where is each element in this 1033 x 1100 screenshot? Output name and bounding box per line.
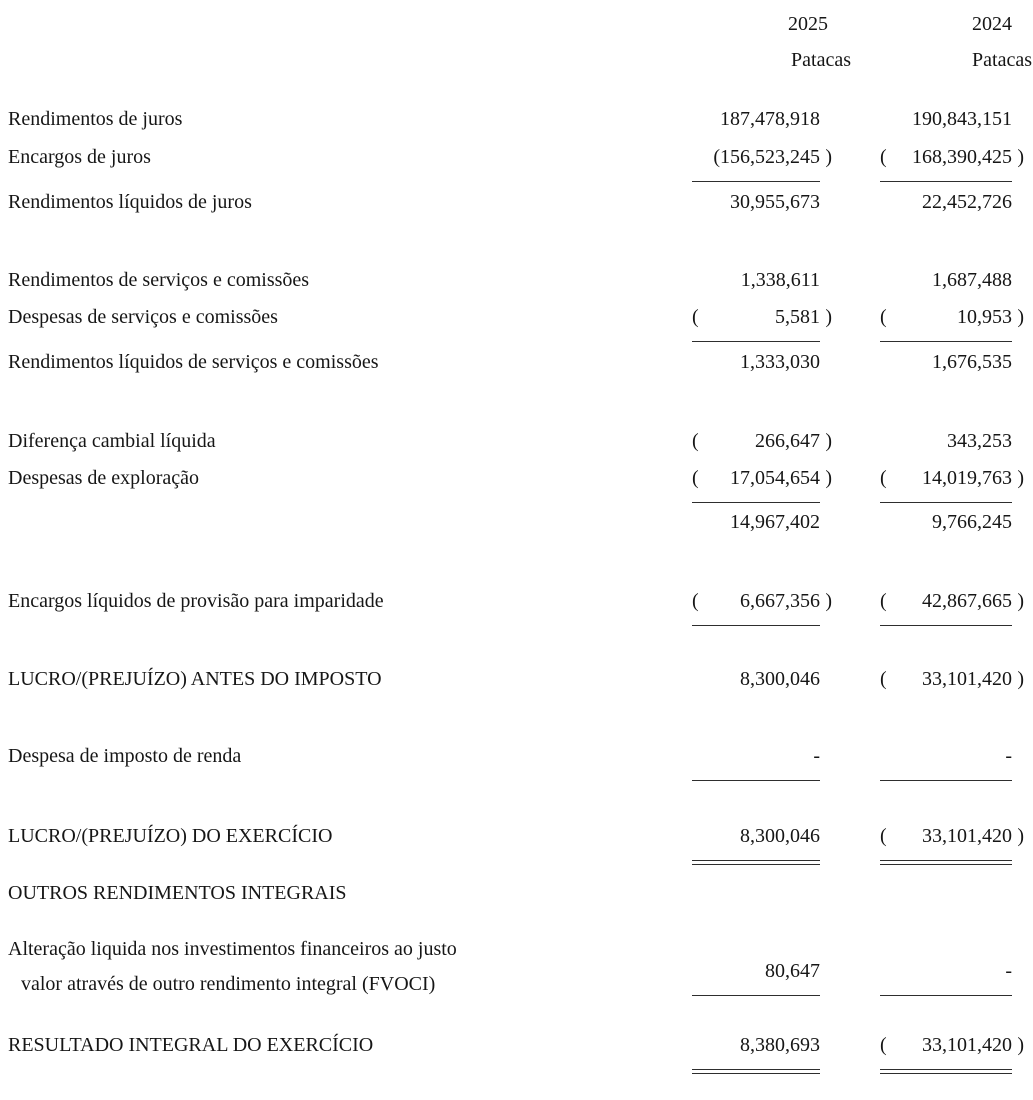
value-2024 bbox=[880, 959, 1012, 996]
amount: 8,300,046 bbox=[740, 668, 820, 690]
close-paren: ) bbox=[1017, 1034, 1024, 1056]
value-2025 bbox=[692, 190, 820, 214]
row-label: Rendimentos líquidos de serviços e comissões bbox=[8, 351, 379, 373]
close-paren: ) bbox=[825, 430, 832, 452]
open-paren: ( bbox=[880, 825, 887, 847]
value-2024 bbox=[880, 744, 1012, 781]
year-2024-label: 2024 bbox=[972, 13, 1012, 35]
amount: - bbox=[1005, 960, 1012, 982]
table-row bbox=[8, 145, 1024, 182]
close-paren: ) bbox=[1017, 668, 1024, 690]
open-paren: ( bbox=[880, 1034, 887, 1056]
value-2024 bbox=[880, 429, 1012, 453]
row-label: Despesas de exploração bbox=[8, 467, 200, 489]
table-row bbox=[8, 466, 1024, 503]
table-row bbox=[8, 937, 1012, 996]
open-paren: ( bbox=[880, 306, 887, 328]
open-paren: ( bbox=[692, 590, 699, 612]
currency-2025-label: Patacas bbox=[791, 49, 851, 71]
open-paren: ( bbox=[692, 430, 699, 452]
amount: 1,333,030 bbox=[740, 351, 820, 373]
amount: 22,452,726 bbox=[922, 191, 1012, 213]
close-paren: ) bbox=[825, 306, 832, 328]
value-2025 bbox=[692, 466, 832, 503]
currency-2024-label: Patacas bbox=[972, 49, 1032, 71]
amount: - bbox=[1005, 745, 1012, 767]
value-2025 bbox=[692, 744, 820, 781]
table-row bbox=[8, 667, 1024, 691]
amount: 9,766,245 bbox=[932, 511, 1012, 533]
table-row bbox=[8, 429, 1012, 453]
table-row bbox=[8, 1033, 1024, 1070]
value-2024 bbox=[880, 589, 1024, 626]
table-row bbox=[8, 744, 1012, 781]
close-paren: ) bbox=[1017, 146, 1024, 168]
value-2024 bbox=[880, 466, 1024, 503]
row-label: LUCRO/(PREJUÍZO) ANTES DO IMPOSTO bbox=[8, 668, 382, 690]
header-spacer bbox=[8, 65, 692, 66]
open-paren: ( bbox=[880, 668, 887, 690]
amount: 42,867,665 bbox=[922, 590, 1012, 612]
row-label: Despesa de imposto de renda bbox=[8, 745, 242, 767]
row-label: Encargos líquidos de provisão para imparidade bbox=[8, 590, 384, 612]
row-label: RESULTADO INTEGRAL DO EXERCÍCIO bbox=[8, 1034, 374, 1056]
column-header-currency-2024 bbox=[880, 48, 1032, 72]
row-label: OUTROS RENDIMENTOS INTEGRAIS bbox=[8, 882, 347, 904]
row-label: Diferença cambial líquida bbox=[8, 430, 216, 452]
value-2024 bbox=[880, 824, 1024, 861]
row-label: Despesas de serviços e comissões bbox=[8, 306, 278, 328]
amount: 1,687,488 bbox=[932, 269, 1012, 291]
value-2024 bbox=[880, 107, 1012, 131]
header-years-row bbox=[8, 12, 1012, 36]
close-paren: ) bbox=[825, 467, 832, 489]
value-2025 bbox=[692, 429, 832, 453]
header-spacer bbox=[8, 29, 692, 30]
open-paren: ( bbox=[692, 467, 699, 489]
value-2024 bbox=[880, 510, 1012, 534]
row-label-line2: valor através de outro rendimento integral (FVOCI) bbox=[21, 973, 436, 995]
value-2024 bbox=[880, 350, 1012, 374]
close-paren: ) bbox=[825, 146, 832, 168]
value-2024 bbox=[880, 1033, 1024, 1070]
close-paren: ) bbox=[825, 590, 832, 612]
amount: 10,953 bbox=[957, 306, 1012, 328]
open-paren: ( bbox=[880, 146, 887, 168]
amount: 1,338,611 bbox=[740, 269, 820, 291]
table-row bbox=[8, 881, 1012, 905]
close-paren: ) bbox=[1017, 825, 1024, 847]
amount: - bbox=[813, 745, 820, 767]
value-2025 bbox=[692, 667, 820, 691]
amount: 266,647 bbox=[755, 430, 820, 452]
value-2025 bbox=[692, 589, 832, 626]
amount: 8,380,693 bbox=[740, 1034, 820, 1056]
amount: 1,676,535 bbox=[932, 351, 1012, 373]
value-2025 bbox=[692, 824, 820, 861]
table-row bbox=[8, 824, 1024, 861]
table-row bbox=[8, 107, 1012, 131]
amount: 33,101,420 bbox=[922, 1034, 1012, 1056]
amount: 14,019,763 bbox=[922, 467, 1012, 489]
value-2025 bbox=[692, 350, 820, 374]
value-2025 bbox=[692, 510, 820, 534]
year-2025-label: 2025 bbox=[788, 13, 828, 35]
amount: 17,054,654 bbox=[730, 467, 820, 489]
amount: 5,581 bbox=[775, 306, 820, 328]
amount: (156,523,245 bbox=[713, 146, 820, 168]
column-header-year-2024 bbox=[880, 12, 1012, 36]
open-paren: ( bbox=[880, 467, 887, 489]
statement-rows bbox=[8, 107, 1024, 1070]
amount: 30,955,673 bbox=[730, 191, 820, 213]
row-label-line1: Alteração liquida nos investimentos financeiros ao justo bbox=[8, 938, 457, 960]
amount: 80,647 bbox=[765, 960, 820, 982]
row-label: LUCRO/(PREJUÍZO) DO EXERCÍCIO bbox=[8, 825, 333, 847]
table-row bbox=[8, 268, 1012, 292]
value-2025 bbox=[692, 145, 832, 182]
close-paren: ) bbox=[1017, 590, 1024, 612]
amount: 187,478,918 bbox=[720, 108, 820, 130]
value-2024 bbox=[880, 667, 1024, 691]
value-2025 bbox=[692, 1033, 820, 1070]
amount: 33,101,420 bbox=[922, 668, 1012, 690]
table-row bbox=[8, 305, 1024, 342]
row-label bbox=[8, 937, 692, 996]
value-2025 bbox=[692, 305, 832, 342]
value-2025 bbox=[692, 107, 820, 131]
amount: 190,843,151 bbox=[912, 108, 1012, 130]
value-2024 bbox=[880, 145, 1024, 182]
table-row bbox=[8, 350, 1012, 374]
row-label: Encargos de juros bbox=[8, 146, 151, 168]
value-2025 bbox=[692, 268, 820, 292]
table-row bbox=[8, 589, 1024, 626]
table-row bbox=[8, 190, 1012, 214]
row-label: Rendimentos de juros bbox=[8, 108, 183, 130]
column-header-year-2025 bbox=[692, 12, 828, 36]
row-label: Rendimentos líquidos de juros bbox=[8, 191, 252, 213]
value-2024 bbox=[880, 268, 1012, 292]
value-2024 bbox=[880, 305, 1024, 342]
value-2025 bbox=[692, 959, 820, 996]
table-row bbox=[8, 510, 1012, 534]
row-label: Rendimentos de serviços e comissões bbox=[8, 269, 310, 291]
column-header-currency-2025 bbox=[692, 48, 851, 72]
open-paren: ( bbox=[692, 306, 699, 328]
amount: 8,300,046 bbox=[740, 825, 820, 847]
close-paren: ) bbox=[1017, 467, 1024, 489]
amount: 6,667,356 bbox=[740, 590, 820, 612]
amount: 33,101,420 bbox=[922, 825, 1012, 847]
row-label bbox=[8, 527, 692, 528]
header-currency-row bbox=[8, 48, 1032, 72]
value-2024 bbox=[880, 190, 1012, 214]
amount: 168,390,425 bbox=[912, 146, 1012, 168]
amount: 14,967,402 bbox=[730, 511, 820, 533]
amount: 343,253 bbox=[947, 430, 1012, 452]
open-paren: ( bbox=[880, 590, 887, 612]
close-paren: ) bbox=[1017, 306, 1024, 328]
